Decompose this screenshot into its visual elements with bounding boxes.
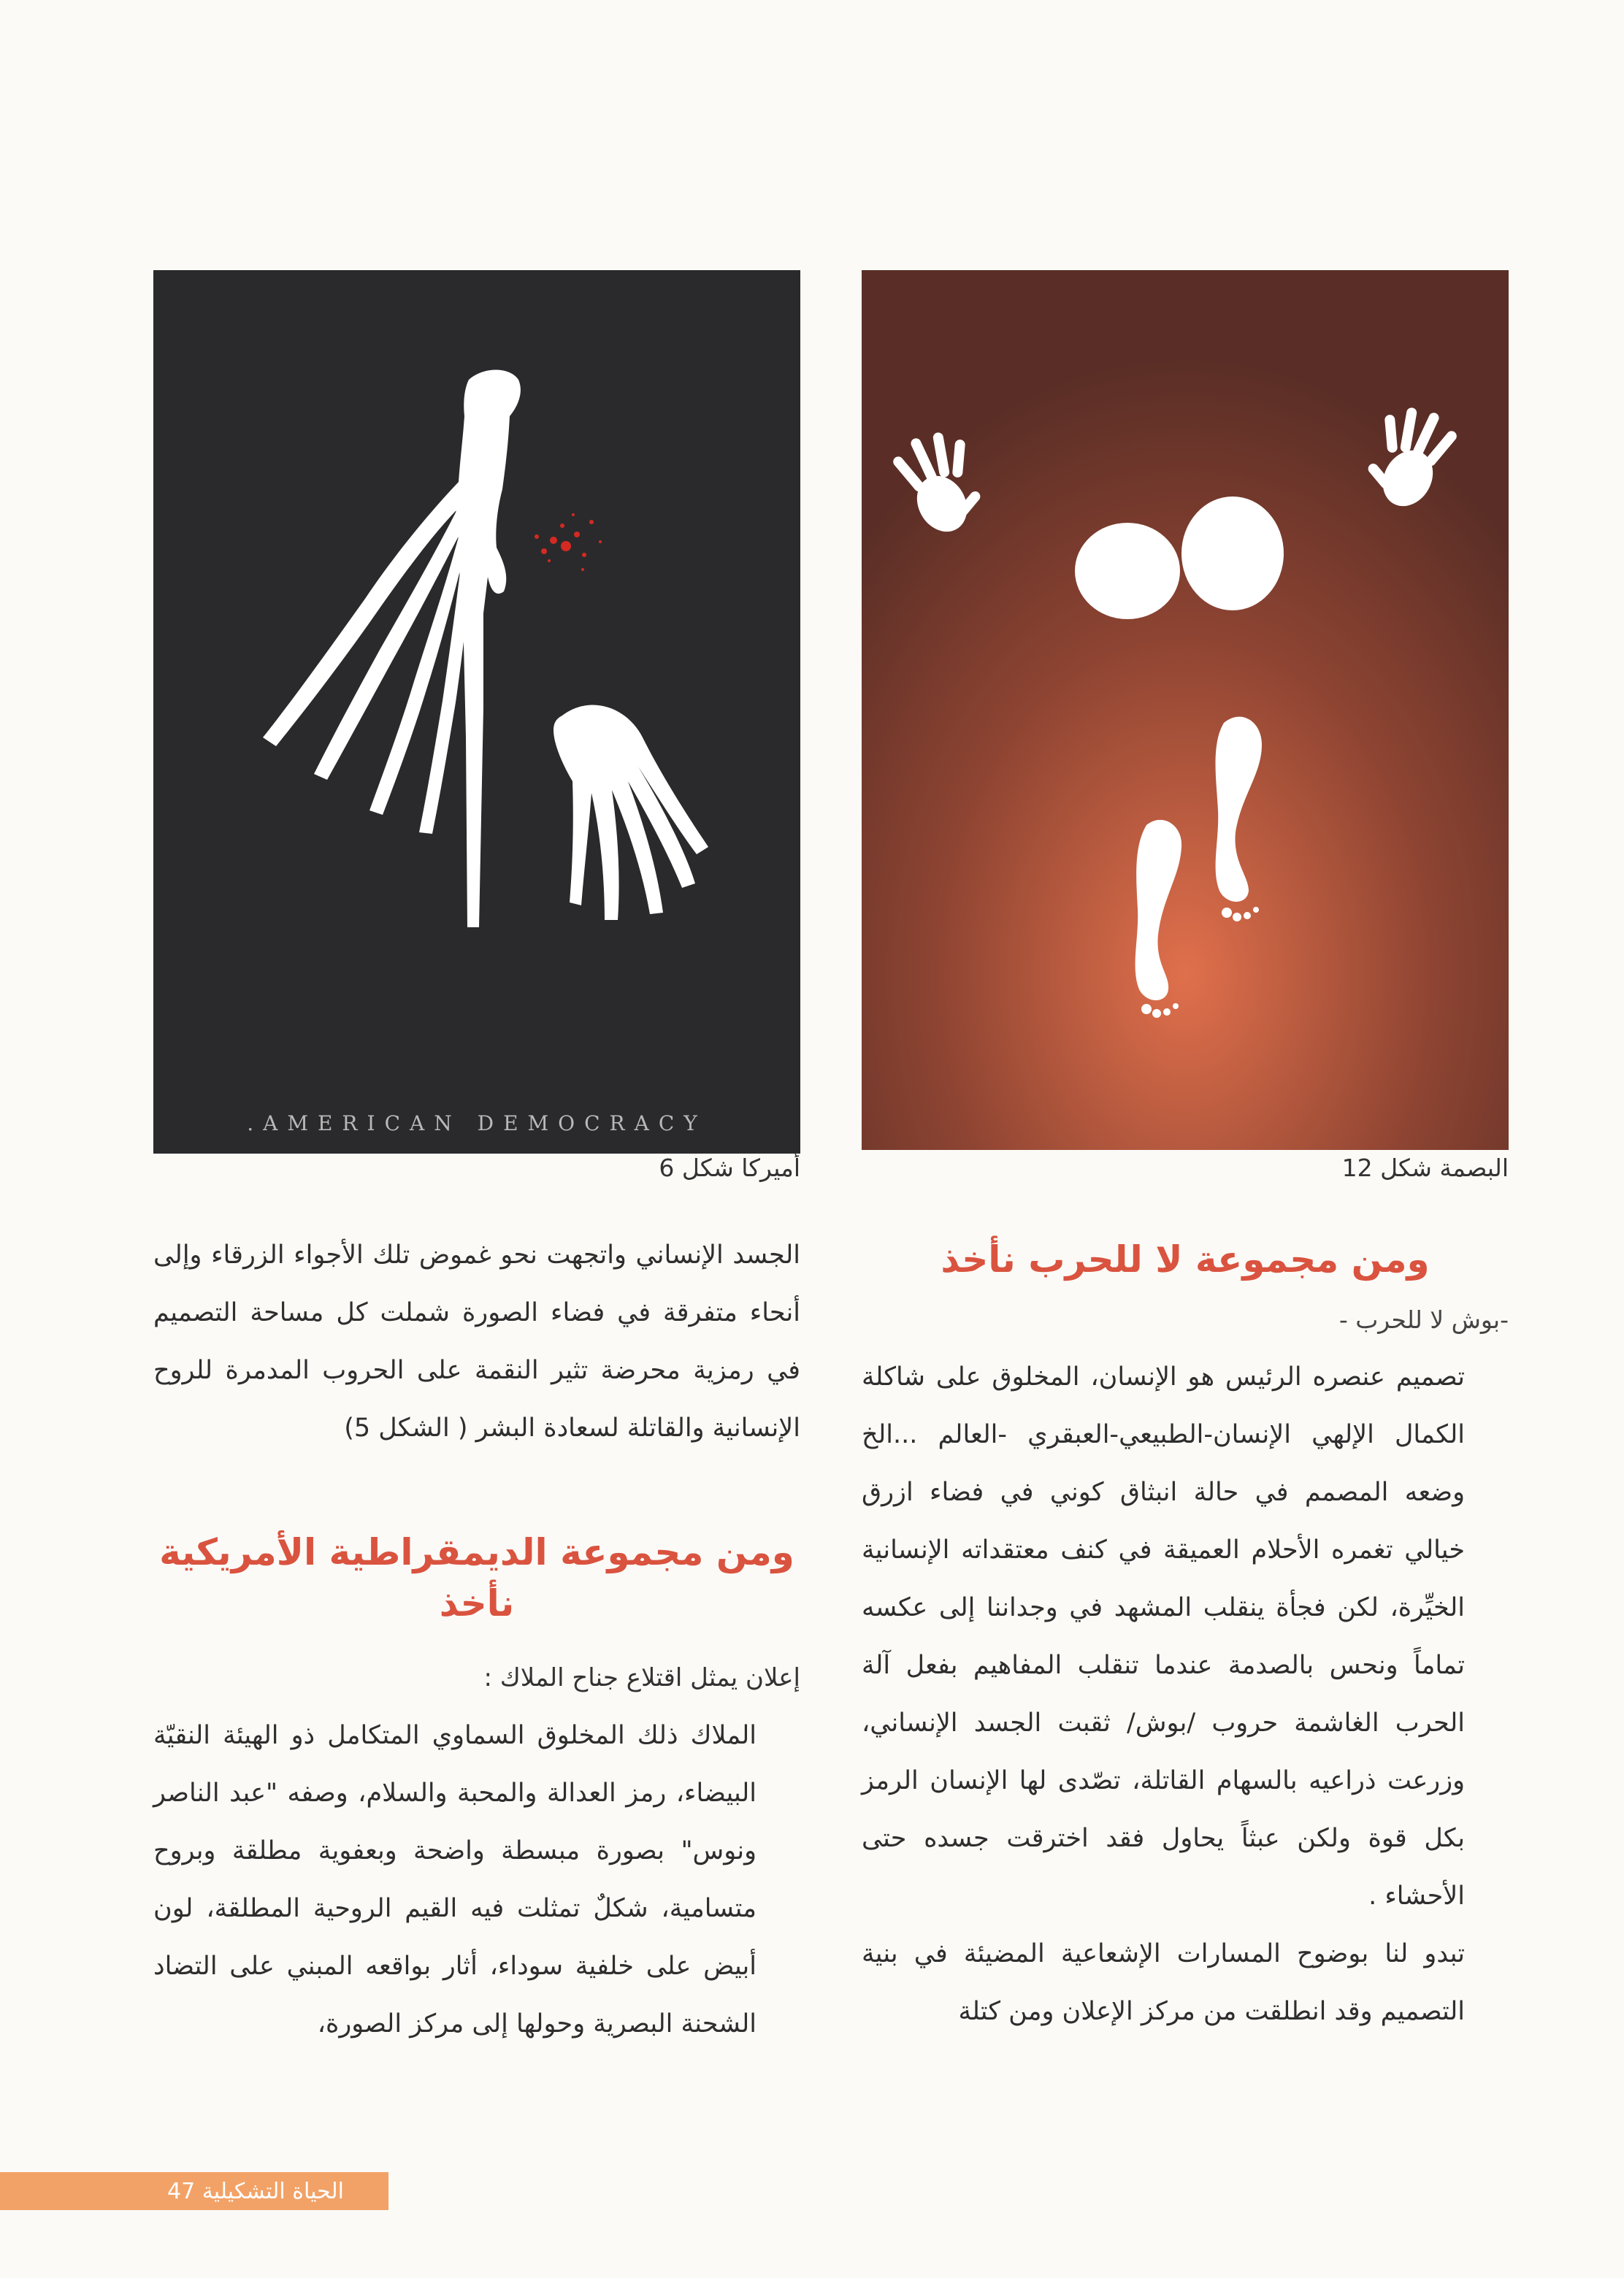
paragraph: الملاك ذلك المخلوق السماوي المتكامل ذو الهيئة النقيّة البيضاء، رمز العدالة والمحبة والسلام، وصفه "عبد الناصر ونوس" بصورة مبسطة واضحة وبعفوية مطلقة وبروح متسامية، شكلٌ تمثلت فيه القيم الروحية المطلقة، لون أبيض على خلفية سوداء، أثار بواقعه المبني على التضاد الشحنة البصرية وحولها إلى مركز الصورة،	[153, 1721, 757, 2039]
section-subtitle: -بوش لا للحرب -	[1338, 1305, 1509, 1334]
figure-caption-right: البصمة شكل 12	[1341, 1154, 1509, 1182]
paragraph: تصميم عنصره الرئيس هو الإنسان، المخلوق على شاكلة الكمال الإلهي الإنسان-الطبيعي-العبقري -العالم ...الخ وضعه المصمم في حالة انبثاق كوني في فضاء ازرق خيالي تغمره الأحلام العميقة في كنف معتقداته الإنسانية الخيِّرة، لكن فجأة ينقلب المشهد في وجداننا إلى عكسه تماماً ونحس بالصدمة عندما تنقلب المفاهيم بفعل آلة الحرب الغاشمة حروب /بوش/ ثقبت الجسد الإنساني، وزرعت ذراعيه بالسهام القاتلة، تصّدى لها الإنسان الرمز بكل قوة ولكن عبثاً يحاول فقد اخترقت جسده حتى الأحشاء .	[862, 1362, 1465, 1911]
figure-caption-left: أميركا شكل 6	[659, 1154, 800, 1182]
figure-fingerprint-face	[862, 270, 1509, 1150]
article-column-right	[862, 1234, 1509, 2041]
section-heading-american-democracy: ومن مجموعة الديمقراطية الأمريكية نأخذ	[159, 1531, 794, 1625]
paragraph: تبدو لنا بوضوح المسارات الإشعاعية المضيئة في بنية التصميم وقد انطلقت من مركز الإعلان ومن كتلة	[862, 1939, 1465, 2026]
figure-american-democracy	[153, 270, 800, 1154]
footer-page-label: الحياة التشكيلية 47	[167, 2179, 344, 2204]
eye-right-shape	[1181, 496, 1284, 610]
angel-poster-illustration	[153, 270, 800, 1154]
eye-left-shape	[1075, 523, 1180, 619]
section-heading-no-war: ومن مجموعة لا للحرب نأخذ	[941, 1238, 1430, 1281]
paragraph: الجسد الإنساني واتجهت نحو غموض تلك الأجواء الزرقاء وإلى أنحاء متفرقة في فضاء الصورة شملت كل مساحة التصميم في رمزية محرضة تثير النقمة على الحروب المدمرة للروح الإنسانية والقاتلة لسعادة البشر ( الشكل 5)	[153, 1240, 800, 1443]
poster-title-text: .AMERICAN DEMOCRACY	[247, 1111, 707, 1135]
advert-description-line: إعلان يمثل اقتلاع جناح الملاك :	[483, 1663, 800, 1692]
article-column-left	[153, 1227, 800, 2053]
face-poster-illustration	[862, 270, 1509, 1150]
